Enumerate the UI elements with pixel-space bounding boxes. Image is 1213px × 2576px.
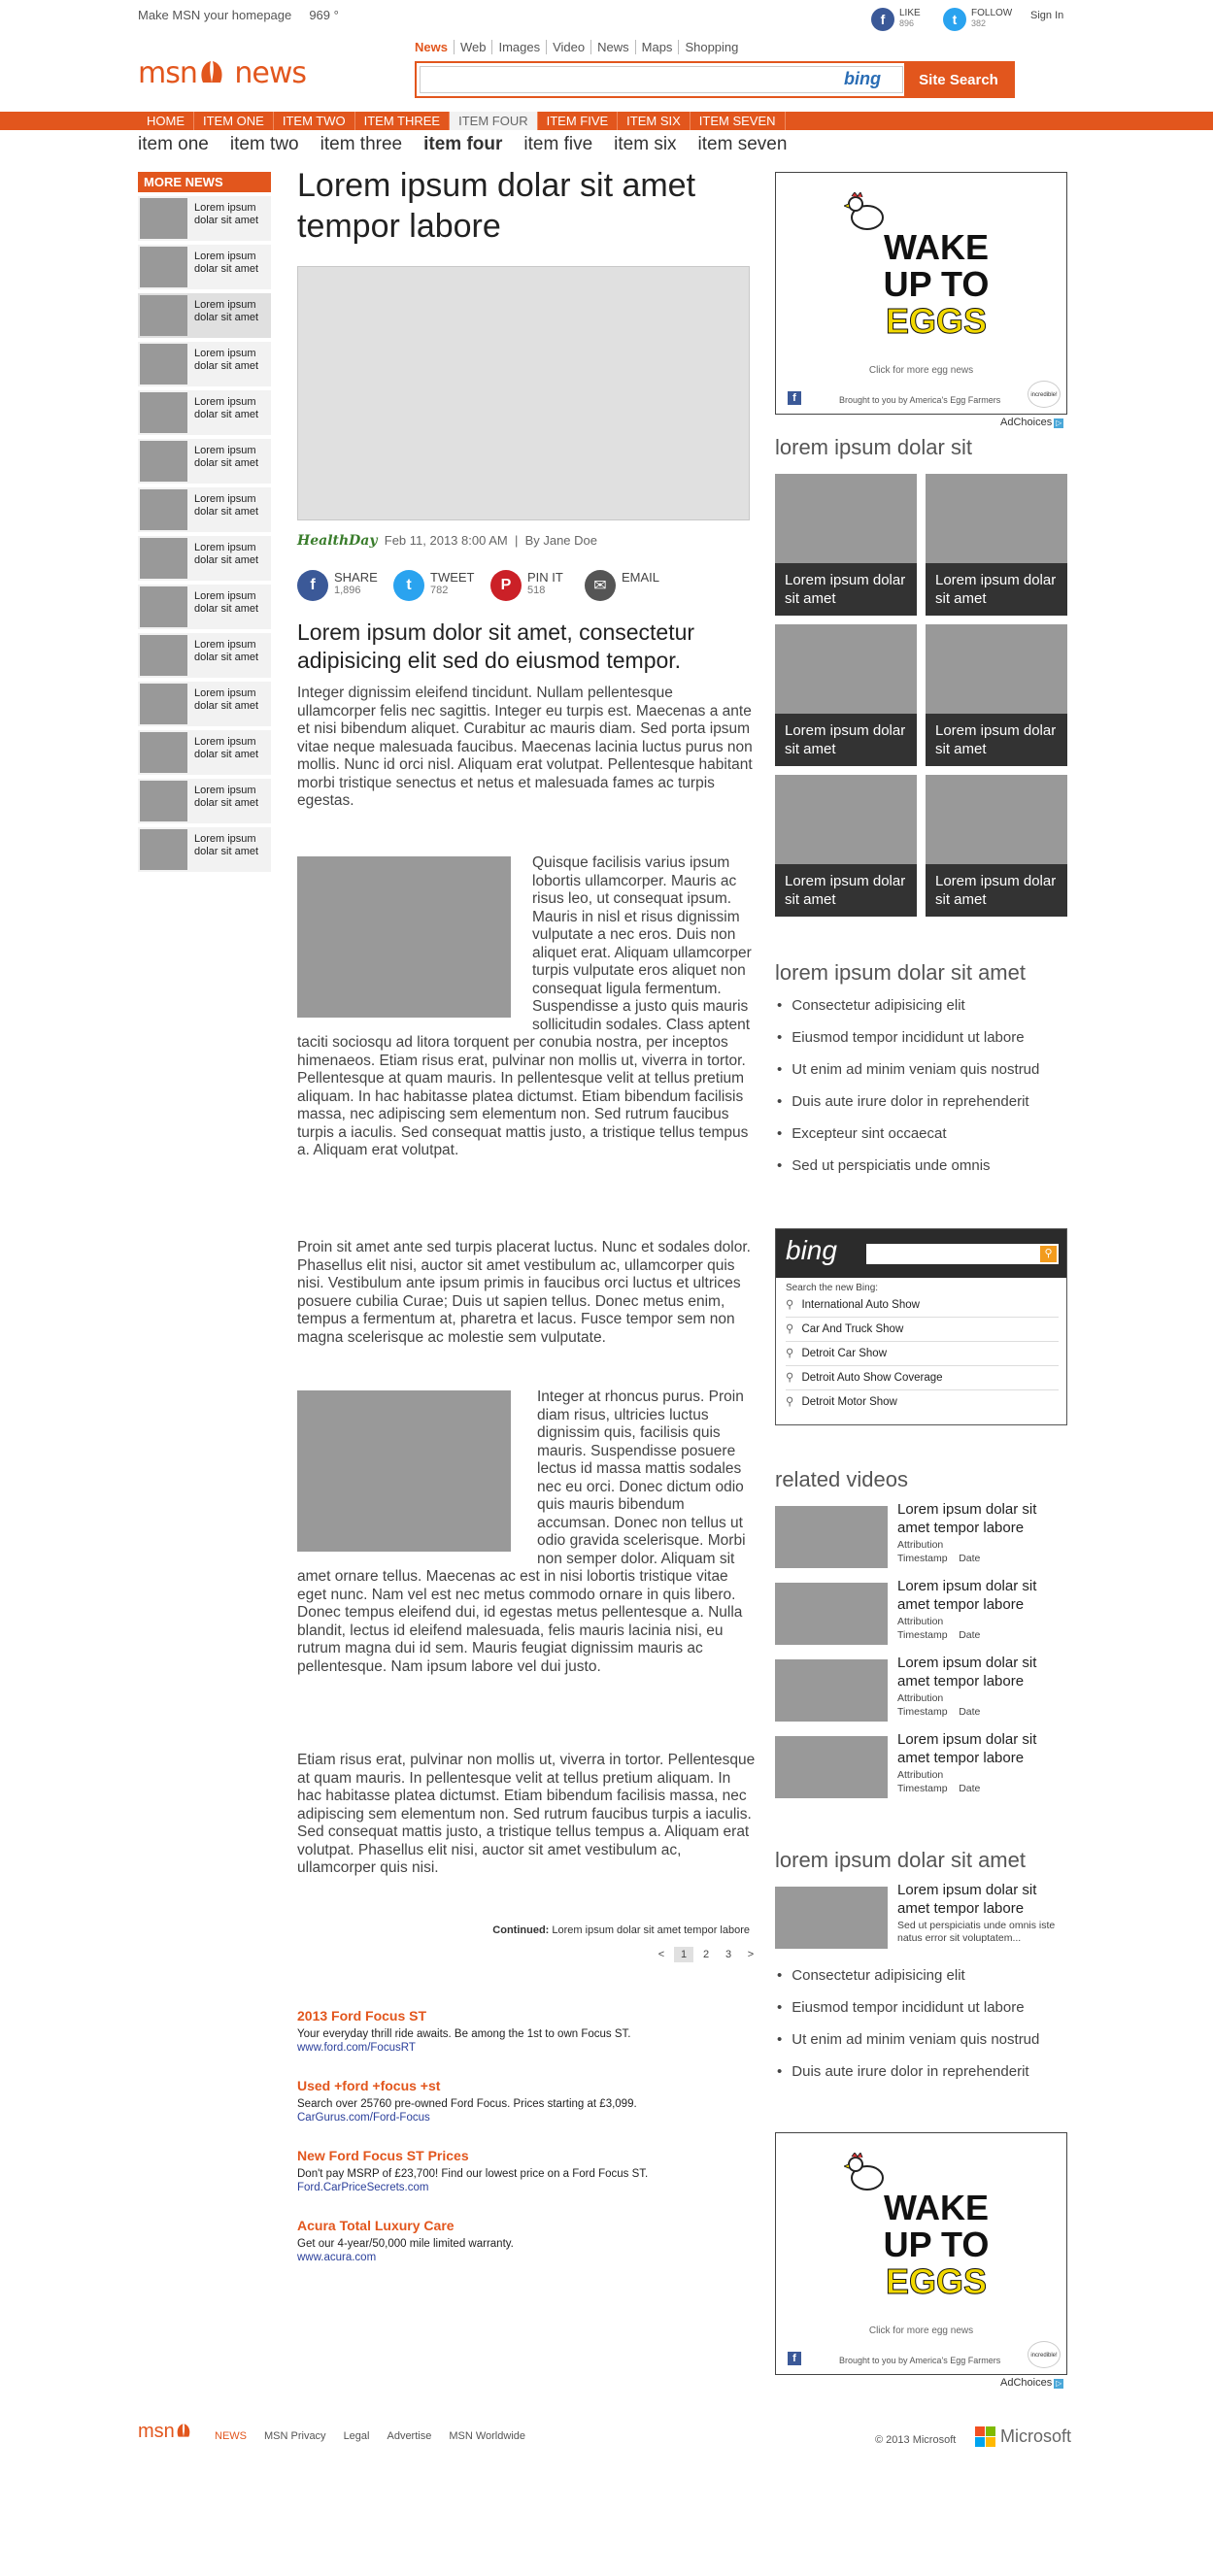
- inline-image-1: [297, 856, 511, 1018]
- bing-result-link[interactable]: ⚲ Detroit Motor Show: [786, 1396, 897, 1408]
- news-thumbnail: [140, 732, 187, 773]
- news-thumbnail: [140, 635, 187, 676]
- search-icon: ⚲: [786, 1299, 794, 1311]
- nav-item-three[interactable]: ITEM THREE: [355, 112, 451, 130]
- sub-nav: [138, 134, 808, 155]
- microsoft-windows-icon: [975, 2426, 995, 2447]
- more-news-item[interactable]: [138, 779, 271, 823]
- list-item[interactable]: • Sed ut perspiciatis unde omnis: [775, 1157, 1039, 1174]
- nav-item-one[interactable]: ITEM ONE: [194, 112, 274, 130]
- video-title: Lorem ipsum dolar sit amet tempor labore: [897, 1731, 1037, 1766]
- more-news-item[interactable]: [138, 730, 271, 775]
- egg-ad-sponsor: Brought to you by America's Egg Farmers: [839, 2356, 1001, 2365]
- msn-news-logo[interactable]: msn news: [138, 56, 307, 90]
- facebook-icon: f: [297, 570, 328, 601]
- twitter-icon: t: [393, 570, 424, 601]
- search-tab-news-2[interactable]: News: [591, 40, 636, 54]
- news-thumbnail: [140, 247, 187, 287]
- subnav-item-two[interactable]: item two: [229, 134, 299, 154]
- pinterest-icon: P: [490, 570, 522, 601]
- paragraph-4: Integer at rhoncus purus. Proin diam risus, ultricies luctus dignissim quis, facilisis quis mauris. Suspendisse posuere lectus id massa mattis sodales nec eu orci. Donec dictum odio quis mauris bibendum accumsan. Donec non tellus ut odio gravida scelerisque. Morbi non semper dolor. Aliquam sit amet ornare tellus. Maecenas ac est in nisi lobortis tristique vitae eget nunc. Nam vel est nec metus commodo ornare in quis libero. Donec tempus eleifend dui, id egestas metus pellentesque a. Nulla blandit, lectus id eleifend malesuada, felis mauris lacinia nisi, eu rutrum magna dui id sem. Mauris feugiat dignissim mauris ac pellentesque. Nam ipsum labore vel dui justo.: [297, 1388, 746, 1675]
- more-news-item[interactable]: [138, 633, 271, 678]
- pager-prev[interactable]: <: [657, 1949, 665, 1960]
- hen-icon: [844, 192, 889, 233]
- footer-msn-logo[interactable]: msn: [138, 2421, 192, 2443]
- bing-search-input[interactable]: [866, 1244, 1059, 1264]
- video-timestamp: Timestamp Date: [897, 1783, 981, 1794]
- egg-ad-headline: WAKE UP TO EGGS: [883, 227, 990, 341]
- pager-next[interactable]: >: [747, 1949, 755, 1960]
- list-item[interactable]: • Ut enim ad minim veniam quis nostrud: [775, 1061, 1039, 1078]
- feature-desc: Sed ut perspiciatis unde omnis iste natus error sit voluptatem...: [897, 1920, 1056, 1944]
- list-item[interactable]: • Ut enim ad minim veniam quis nostrud: [775, 2031, 1039, 2048]
- video-timestamp: Timestamp Date: [897, 1706, 981, 1718]
- gallery-heading: lorem ipsum dolar sit: [775, 435, 972, 459]
- byline: HealthDay Feb 11, 2013 8:00 AM | By Jane Doe: [297, 533, 597, 549]
- news-thumbnail: [140, 538, 187, 579]
- text-ad[interactable]: Acura Total Luxury Care Get our 4-year/50,000 mile limited warranty. www.acura.com: [297, 2218, 514, 2263]
- news-thumbnail: [140, 586, 187, 627]
- footer-links: [215, 2430, 543, 2442]
- main-nav: [138, 112, 786, 130]
- pager-page-2[interactable]: 2: [702, 1949, 710, 1960]
- news-item-title: Lorem ipsum dolar sit amet: [194, 639, 259, 663]
- more-news-heading: MORE NEWS: [138, 172, 271, 192]
- feature-thumbnail: [775, 1887, 888, 1949]
- article-subhead: Lorem ipsum dolor sit amet, consectetur adipisicing elit sed do eiusmod tempor.: [297, 619, 695, 673]
- gallery-tile[interactable]: [926, 775, 1067, 917]
- video-thumbnail: [775, 1506, 888, 1568]
- more-news-item[interactable]: [138, 390, 271, 435]
- more-news-item[interactable]: [138, 536, 271, 581]
- search-icon: ⚲: [786, 1323, 794, 1335]
- news-item-title: Lorem ipsum dolar sit amet: [194, 736, 259, 760]
- adchoices-icon: ▷: [1056, 2379, 1062, 2388]
- pager-page-1[interactable]: 1: [674, 1947, 693, 1962]
- subnav-item-one[interactable]: item one: [138, 134, 209, 154]
- paragraph-3: Proin sit amet ante sed turpis placerat luctus. Nunc et sodales dolor. Phasellus elit nisi, auctor sit amet vestibulum ac, ullamcorper quis nisi. Vestibulum ante ipsum primis in faucibus orci luctus et ultrices posuere cubilia Curae; Duis ut sapien tellus. Donec metus enim, tempus a fermentum at, pharetra et lacus. Fusce tempor sem non magna scelerisque ac molestie sem vulputate.: [297, 1239, 751, 1346]
- hen-icon: [844, 2153, 889, 2193]
- video-item[interactable]: [775, 1730, 1066, 1798]
- nav-item-six[interactable]: ITEM SIX: [618, 112, 691, 130]
- more-news-item[interactable]: [138, 196, 271, 241]
- news-item-title: Lorem ipsum dolar sit amet: [194, 251, 259, 275]
- paragraph-2-block: [297, 854, 756, 1160]
- related-videos-heading: related videos: [775, 1467, 908, 1491]
- egg-ad-banner[interactable]: [775, 172, 1067, 415]
- healthday-logo[interactable]: HealthDay: [297, 533, 378, 549]
- bing-result-link[interactable]: ⚲ Detroit Auto Show Coverage: [786, 1366, 1059, 1390]
- gallery-caption: Lorem ipsum dolar sit amet: [926, 563, 1067, 616]
- news-item-title: Lorem ipsum dolar sit amet: [194, 590, 259, 615]
- inline-image-2: [297, 1390, 511, 1552]
- temperature: 969 °: [309, 8, 339, 22]
- facebook-icon: f: [871, 8, 894, 31]
- news-item-title: Lorem ipsum dolar sit amet: [194, 445, 259, 469]
- news-thumbnail: [140, 489, 187, 530]
- video-title: Lorem ipsum dolar sit amet tempor labore: [897, 1501, 1037, 1536]
- news-thumbnail: [140, 781, 187, 821]
- facebook-icon: f: [788, 2352, 801, 2365]
- gallery-caption: Lorem ipsum dolar sit amet: [775, 563, 917, 616]
- video-attribution: Attribution: [897, 1539, 944, 1551]
- more-news-item[interactable]: [138, 827, 271, 872]
- news-thumbnail: [140, 198, 187, 239]
- continued-link[interactable]: Continued: Lorem ipsum dolar sit amet tempor labore: [492, 1924, 750, 1936]
- author: By Jane Doe: [524, 533, 597, 548]
- subnav-item-three[interactable]: item three: [320, 134, 403, 154]
- video-attribution: Attribution: [897, 1616, 944, 1627]
- video-item[interactable]: [775, 1577, 1066, 1645]
- footer-link-legal[interactable]: Legal: [343, 2430, 370, 2442]
- footer-link-worldwide[interactable]: MSN Worldwide: [449, 2430, 525, 2442]
- video-attribution: Attribution: [897, 1769, 944, 1781]
- paragraph-5: Etiam risus erat, pulvinar non mollis ut, viverra in tortor. Pellentesque at quam mauris. In pellentesque velit at tellus pretium aliquam. In hac habitasse platea dictumst. Etiam bibendum facilisis massa, nec adipiscing sem elementum non. Sed rutrum faucibus turpis a iaculis. Sed consequat mattis justo, a tristique tellus tempus a. Aliquam erat volutpat. Phasellus elit nisi, auctor sit amet vestibulum ac, ullamcorper quis nisi.: [297, 1752, 756, 1876]
- news-item-title: Lorem ipsum dolar sit amet: [194, 833, 259, 857]
- more-news-item[interactable]: [138, 487, 271, 532]
- list-heading: lorem ipsum dolar sit amet: [775, 960, 1026, 985]
- search-tab-images[interactable]: Images: [492, 40, 547, 54]
- nav-item-five[interactable]: ITEM FIVE: [538, 112, 619, 130]
- news-item-title: Lorem ipsum dolar sit amet: [194, 348, 259, 372]
- more-news-item[interactable]: [138, 439, 271, 484]
- search-tab-web[interactable]: Web: [455, 40, 493, 54]
- incredible-egg-logo: incredible!: [1028, 381, 1061, 408]
- email-icon: ✉: [585, 570, 616, 601]
- list-item[interactable]: • Eiusmod tempor incididunt ut labore: [775, 1029, 1039, 1046]
- gallery-tile[interactable]: [775, 474, 917, 616]
- share-pinterest[interactable]: P PIN IT 518: [490, 570, 563, 601]
- subnav-item-six[interactable]: item six: [614, 134, 677, 154]
- twitter-icon: t: [943, 8, 966, 31]
- twitter-follow[interactable]: t FOLLOW 382: [943, 8, 1012, 31]
- video-item[interactable]: [775, 1654, 1066, 1722]
- nav-home[interactable]: HOME: [138, 112, 194, 130]
- video-title: Lorem ipsum dolar sit amet tempor labore: [897, 1578, 1037, 1613]
- egg-ad-headline: WAKE UP TO EGGS: [883, 2188, 990, 2301]
- news-thumbnail: [140, 684, 187, 724]
- nav-item-two[interactable]: ITEM TWO: [274, 112, 355, 130]
- footer-link-advertise[interactable]: Advertise: [387, 2430, 432, 2442]
- link-list: [775, 997, 1039, 1189]
- gallery-tile[interactable]: [775, 775, 917, 917]
- bing-logo: bing: [786, 1235, 837, 1265]
- nav-item-four[interactable]: ITEM FOUR: [450, 112, 538, 130]
- video-timestamp: Timestamp Date: [897, 1629, 981, 1641]
- pagination: [649, 1947, 760, 1962]
- list-item[interactable]: • Eiusmod tempor incididunt ut labore: [775, 1999, 1039, 2016]
- gallery-tile[interactable]: [775, 624, 917, 766]
- bing-result-link[interactable]: ⚲ Car And Truck Show: [786, 1318, 1059, 1342]
- video-thumbnail: [775, 1736, 888, 1798]
- search-tab-video[interactable]: Video: [547, 40, 591, 54]
- news-thumbnail: [140, 295, 187, 336]
- incredible-egg-logo: incredible!: [1028, 2341, 1061, 2368]
- gallery-caption: Lorem ipsum dolar sit amet: [775, 714, 917, 766]
- text-ad[interactable]: New Ford Focus ST Prices Don't pay MSRP of £23,700! Find our lowest price on a Ford Focus ST. Ford.CarPriceSecrets.com: [297, 2148, 649, 2193]
- list-item[interactable]: • Duis aute irure dolor in reprehenderit: [775, 2063, 1039, 2080]
- share-tweet[interactable]: t TWEET 782: [393, 570, 475, 601]
- bing-result-link[interactable]: ⚲ International Auto Show: [786, 1293, 1059, 1318]
- subnav-item-seven[interactable]: item seven: [697, 134, 788, 154]
- feature-title: Lorem ipsum dolar sit amet tempor labore: [897, 1882, 1037, 1917]
- news-thumbnail: [140, 441, 187, 482]
- nav-item-seven[interactable]: ITEM SEVEN: [691, 112, 786, 130]
- more-news-item[interactable]: [138, 245, 271, 289]
- egg-ad-click: Click for more egg news: [868, 365, 974, 376]
- butterfly-icon: [197, 57, 226, 86]
- subnav-item-four[interactable]: item four: [423, 134, 503, 154]
- sign-in-link[interactable]: Sign In: [1030, 10, 1064, 21]
- site-search-button[interactable]: Site Search: [904, 63, 1013, 96]
- paragraph-4-block: [297, 1388, 756, 1676]
- gallery-caption: Lorem ipsum dolar sit amet: [926, 864, 1067, 917]
- search-input[interactable]: [420, 66, 903, 93]
- news-thumbnail: [140, 392, 187, 433]
- list-item[interactable]: • Consectetur adipisicing elit: [775, 997, 1039, 1014]
- egg-ad-click: Click for more egg news: [868, 2325, 974, 2336]
- paragraph-1: Integer dignissim eleifend tincidunt. Nullam pellentesque ullamcorper felis nec sagittis. Integer eu turpis est. Maecenas a ante et nisi bibendum aliquet. Curabitur ac mauris diam. Sed porta ipsum vitae neque malesuada faucibus. Maecenas lacinia luctus purus non mollis. Nunc id orci nisl. Aliquam erat volutpat. Pellentesque habitant morbi tristique senectus et netus et malesuada fames ac turpis egestas.: [297, 685, 753, 809]
- search-tab-news[interactable]: News: [415, 40, 455, 54]
- more-news-item[interactable]: [138, 293, 271, 338]
- video-thumbnail: [775, 1659, 888, 1722]
- bing-widget-label: Search the new Bing:: [786, 1283, 879, 1293]
- search-box: [415, 61, 1015, 98]
- bing-logo: bing: [844, 69, 881, 88]
- feature-item[interactable]: [775, 1881, 1066, 1953]
- more-news-item[interactable]: [138, 342, 271, 386]
- footer-link-news[interactable]: NEWS: [215, 2430, 247, 2442]
- list-item[interactable]: • Duis aute irure dolor in reprehenderit: [775, 1093, 1039, 1110]
- butterfly-icon: [175, 2422, 192, 2439]
- video-title: Lorem ipsum dolar sit amet tempor labore: [897, 1655, 1037, 1689]
- gallery-caption: Lorem ipsum dolar sit amet: [775, 864, 917, 917]
- more-news-item[interactable]: [138, 585, 271, 629]
- search-tab-shopping[interactable]: Shopping: [685, 40, 739, 54]
- bing-search-widget: [775, 1228, 1067, 1425]
- adchoices-link[interactable]: AdChoices ▷: [1000, 417, 1062, 428]
- pager-page-3[interactable]: 3: [724, 1949, 732, 1960]
- news-thumbnail: [140, 344, 187, 385]
- facebook-icon: f: [788, 391, 801, 405]
- news-item-title: Lorem ipsum dolar sit amet: [194, 493, 259, 518]
- paragraph-2: Quisque facilisis varius ipsum lobortis ullamcorper. Mauris ac risus leo, ut consequat ipsum. Mauris in nisl et risus dignissim vulputate a nec eros. Duis non aliquet erat. Aliquam ullamcorper turpis vulputate eros aliquet non consequat ligula fermentum. Suspendisse a justo quis mauris sollicitudin sodales. Class aptent taciti sociosqu ad litora torquent per conubia nostra, per inceptos himenaeos. Etiam risus erat, pulvinar non mollis ut, viverra in tortor. Pellentesque at quam mauris. In pellentesque velit at tellus pretium aliquam. In hac habitasse platea dictumst. Etiam bibendum facilisis massa, nec adipiscing sem elementum non. Sed rutrum faucibus turpis a iaculis. Sed consequat mattis justo, a tristique tellus tempus a. Aliquam erat volutpat.: [297, 854, 752, 1158]
- video-item[interactable]: [775, 1500, 1066, 1568]
- share-email[interactable]: ✉ EMAIL: [585, 570, 659, 601]
- bing-result-link[interactable]: ⚲ Detroit Car Show: [786, 1342, 1059, 1366]
- video-thumbnail: [775, 1583, 888, 1645]
- video-timestamp: Timestamp Date: [897, 1553, 981, 1564]
- list-item[interactable]: • Excepteur sint occaecat: [775, 1125, 1039, 1142]
- subnav-item-five[interactable]: item five: [523, 134, 593, 154]
- share-facebook[interactable]: f SHARE 1,896: [297, 570, 378, 601]
- gallery-tile[interactable]: [926, 474, 1067, 616]
- footer-link-privacy[interactable]: MSN Privacy: [264, 2430, 326, 2442]
- search-icon: ⚲: [786, 1372, 794, 1384]
- search-icon: ⚲: [786, 1348, 794, 1359]
- gallery-tile[interactable]: [926, 624, 1067, 766]
- news-item-title: Lorem ipsum dolar sit amet: [194, 542, 259, 566]
- search-icon[interactable]: ⚲: [1040, 1246, 1057, 1262]
- text-ad[interactable]: Used +ford +focus +st Search over 25760 pre-owned Ford Focus. Prices starting at £3,099. CarGurus.com/Ford-Focus: [297, 2078, 637, 2124]
- text-ad[interactable]: 2013 Ford Focus ST Your everyday thrill ride awaits. Be among the 1st to own Focus ST. www.ford.com/FocusRT: [297, 2008, 631, 2054]
- news-item-title: Lorem ipsum dolar sit amet: [194, 687, 259, 712]
- adchoices-link-2[interactable]: AdChoices ▷: [1000, 2377, 1062, 2389]
- video-attribution: Attribution: [897, 1692, 944, 1704]
- adchoices-icon: ▷: [1056, 418, 1062, 427]
- microsoft-logo[interactable]: Microsoft: [975, 2426, 1071, 2447]
- hero-image: [297, 266, 750, 520]
- article-title: Lorem ipsum dolar sit amet tempor labore: [297, 167, 696, 245]
- news-item-title: Lorem ipsum dolar sit amet: [194, 202, 259, 226]
- news-item-title: Lorem ipsum dolar sit amet: [194, 396, 259, 420]
- news-item-title: Lorem ipsum dolar sit amet: [194, 785, 259, 809]
- search-icon: ⚲: [786, 1396, 794, 1408]
- gallery-caption: Lorem ipsum dolar sit amet: [926, 714, 1067, 766]
- list-heading-2: lorem ipsum dolar sit amet: [775, 1848, 1026, 1872]
- news-thumbnail: [140, 829, 187, 870]
- link-list-2: [775, 1967, 1039, 2095]
- egg-ad-banner-2[interactable]: [775, 2132, 1067, 2375]
- egg-ad-sponsor: Brought to you by America's Egg Farmers: [839, 395, 1001, 405]
- facebook-like[interactable]: f LIKE 896: [871, 8, 921, 31]
- homepage-link[interactable]: Make MSN your homepage 969 °: [138, 8, 339, 22]
- search-tabs: [415, 40, 744, 54]
- copyright: © 2013 Microsoft: [875, 2434, 957, 2446]
- search-tab-maps[interactable]: Maps: [636, 40, 680, 54]
- more-news-item[interactable]: [138, 682, 271, 726]
- news-item-title: Lorem ipsum dolar sit amet: [194, 299, 259, 323]
- list-item[interactable]: • Consectetur adipisicing elit: [775, 1967, 1039, 1984]
